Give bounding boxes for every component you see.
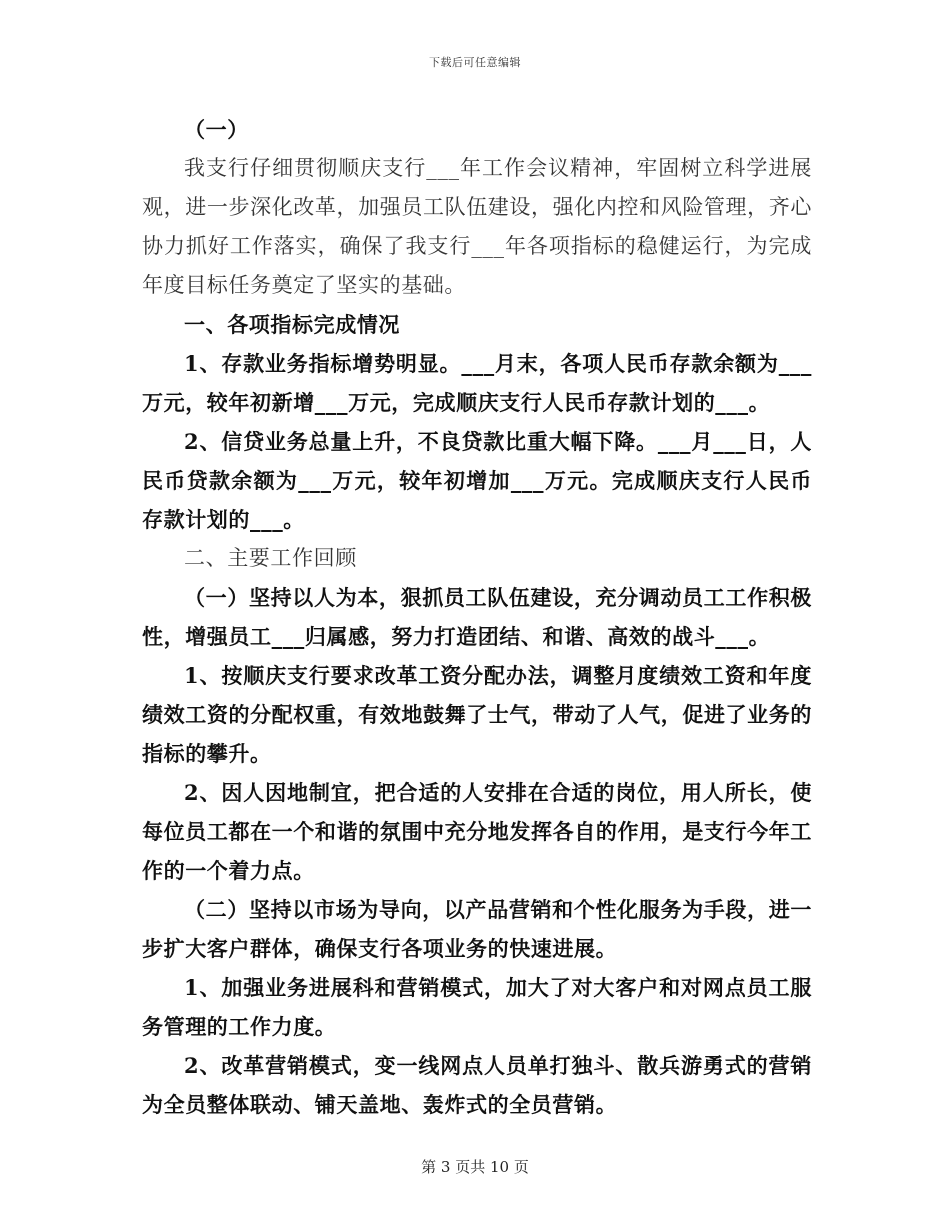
paragraph-staffing: 2、因人因地制宜，把合适的人安排在合适的岗位，用人所长，使每位员工都在一个和谐的氛围中充分地发挥各自的作用，是支行今年工作的一个着力点。 xyxy=(142,780,812,883)
paragraph-salary: 1、按顺庆支行要求改革工资分配办法，调整月度绩效工资和年度绩效工资的分配权重，有效地鼓舞了士气，带动了人气，促进了业务的指标的攀升。 xyxy=(142,663,812,766)
paragraph-marketing: 2、改革营销模式，变一线网点人员单打独斗、散兵游勇式的营销为全员整体联动、铺天盖地、轰炸式的全员营销。 xyxy=(142,1053,812,1117)
heading-review: 二、主要工作回顾 xyxy=(184,546,357,570)
paragraph-market: （二）坚持以市场为导向，以产品营销和个性化服务为手段，进一步扩大客户群体，确保支行各项业务的快速进展。 xyxy=(142,897,812,961)
paragraph-people: （一）坚持以人为本，狠抓员工队伍建设，充分调动员工工作积极性，增强员工___归属感，努力打造团结、和谐、高效的战斗___。 xyxy=(142,585,812,649)
heading-indicators: 一、各项指标完成情况 xyxy=(184,312,400,337)
page-header: 下载后可任意编辑 xyxy=(429,56,521,69)
document-body xyxy=(142,110,812,1124)
paragraph-deposit: 1、存款业务指标增势明显。___月末，各项人民币存款余额为___万元，较年初新增___万元，完成顺庆支行人民币存款计划的___。 xyxy=(142,351,812,415)
intro-paragraph: 我支行仔细贯彻顺庆支行___年工作会议精神，牢固树立科学进展观，进一步深化改革，加强员工队伍建设，强化内控和风险管理，齐心协力抓好工作落实，确保了我支行___年各项指标的稳健运行，为完成年度目标任务奠定了坚实的基础。 xyxy=(142,156,812,297)
page-footer: 第 3 页共 10 页 xyxy=(421,1158,529,1176)
paragraph-credit: 2、信贷业务总量上升，不良贷款比重大幅下降。___月___日，人民币贷款余额为___万元，较年初增加___万元。完成顺庆支行人民币存款计划的___。 xyxy=(142,429,812,532)
paragraph-business: 1、加强业务进展科和营销模式，加大了对大客户和对网点员工服务管理的工作力度。 xyxy=(142,975,812,1039)
section-label: （一） xyxy=(184,117,249,142)
